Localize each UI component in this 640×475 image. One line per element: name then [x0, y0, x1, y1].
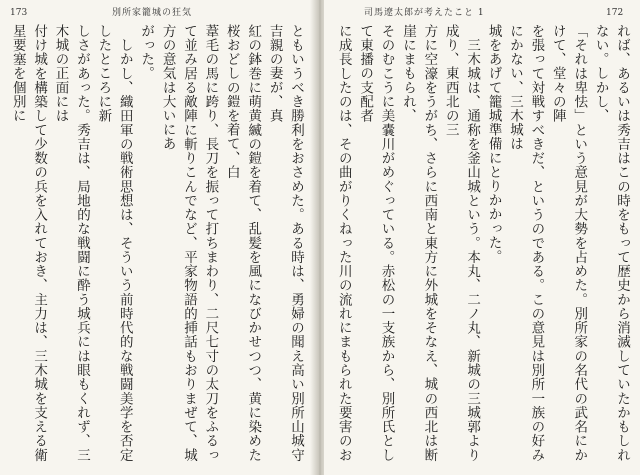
page-number: 172 — [606, 8, 624, 18]
text-column: 「それは卑怯」という意見が大勢を占めた。別所家の名代の武名にかけて、堂々の陣 — [549, 24, 588, 462]
text-column: 葦毛の馬に跨り、長刀を振って打ちまわり、二尺七寸の太刀をふるって並み居る敵陣に斬りこんでなど、平家物語的挿話もおりまぜて、城方の意気は大いにあ — [159, 24, 219, 462]
text-column: を張って対戦すべきだ、というのである。この意見は別所一族の好みにかない、三木城は — [506, 24, 545, 462]
text-column: がった。 — [138, 24, 155, 81]
running-head: 司馬遼太郎が考えたこと 1 — [364, 8, 485, 18]
body-text — [8, 24, 306, 462]
left-page — [0, 0, 316, 475]
text-column: ともいうべき勝利をおさめた。ある時は、勇婦の聞え高い別所山城守吉親の妻が、真 — [266, 24, 304, 462]
text-column: そのむこうに美嚢川がめぐっている。赤松の一支族から、別所氏として東播の支配者 — [357, 24, 395, 462]
text-column: 方に空濠をうがち、さらに西南と東方に外城をそなえ、城の西北は断崖にまもられ、 — [399, 24, 438, 462]
running-head: 別所家籠城の狂気 — [112, 8, 193, 18]
text-column: れば、あるいは秀吉はこの時をもって歴史から消滅していたかもしれない。しかし、 — [592, 24, 630, 462]
text-column: 城をあげて籠城準備にとりかかった。 — [485, 24, 502, 264]
text-column: しかし、織田軍の戦術思想は、そういう前時代的な戦闘美学を否定したところに新 — [95, 24, 133, 462]
text-column: に成長したのは、その曲がりくねった川の流れにまもられた要害のお — [335, 24, 352, 462]
text-column: 三木城は、通称を釜山城という。本丸、二ノ丸、新城の三城郭より成り、東西北の三 — [442, 24, 481, 462]
page-number: 173 — [10, 8, 28, 18]
text-column: 付け城を構築して少数の兵を入れておき、主力は、三木城を支える衛星要塞を個別に — [9, 24, 48, 462]
body-text — [332, 24, 632, 462]
text-column: しさがあった。秀吉は、局地的な戦闘に酔う城兵には眼もくれず、三木城の正面には — [52, 24, 90, 462]
text-column: 紅の鉢巻に萌黄縅の鎧を着て、乱髪を風になびかせつつ、黄に染めた桜おどしの鎧を着て、白 — [223, 24, 262, 462]
right-page — [324, 0, 640, 475]
